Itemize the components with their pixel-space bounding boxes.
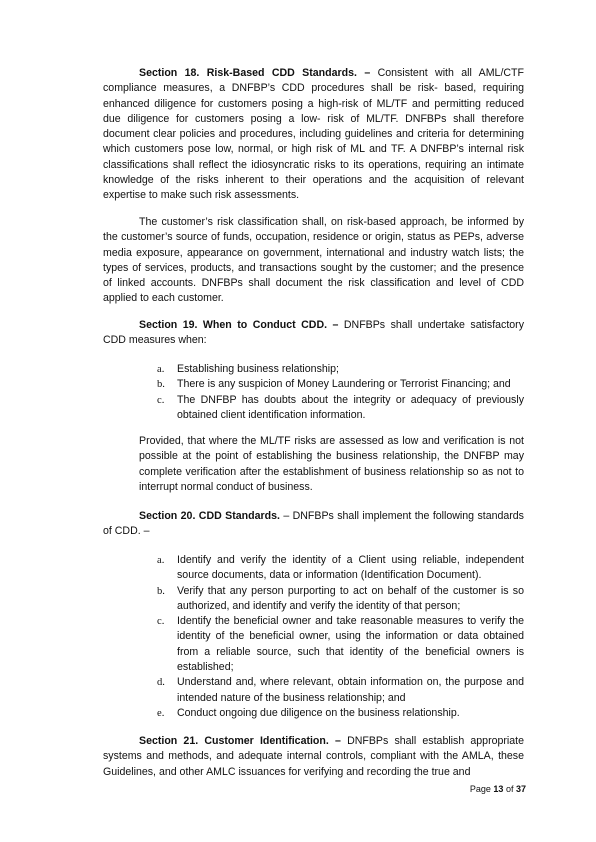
section-18-paragraph — [103, 66, 524, 204]
page-number-footer — [470, 783, 526, 795]
section-19-heading: Section 19. When to Conduct CDD. – — [139, 319, 339, 331]
page-number: 13 — [493, 784, 504, 794]
section-21-paragraph — [103, 734, 524, 780]
section-19-body: DNFBPs shall undertake satisfactory CDD measures when: — [103, 319, 524, 347]
list-item: a. Identify and verify the identity of a Client using reliable, independent source documents, data or information (Identification Document). — [157, 554, 524, 582]
section-20-list — [157, 553, 524, 721]
section-21-body: DNFBPs shall establish appropriate systems and methods, and adequate internal controls, compliant with the AMLA, these Guidelines, and other AMLC issuances for verifying and recording the true and — [103, 735, 524, 778]
section-20-paragraph — [103, 509, 524, 540]
section-19-paragraph — [103, 318, 524, 349]
list-item: b. Verify that any person purporting to act on behalf of the customer is so authorized, and identify and verify the identity of that person; — [157, 584, 524, 612]
page-label: Page — [469, 784, 491, 794]
list-item: d. Understand and, where relevant, obtain information on, the purpose and intended nature of the business relationship; and — [157, 676, 524, 704]
list-item: e. Conduct ongoing due diligence on the business relationship. — [157, 706, 460, 719]
section-20-heading: Section 20. CDD Standards. — [139, 510, 280, 522]
section-19-proviso: Provided, that where the ML/TF risks are assessed as low and verification is not possible at the point of establishing the business relationship, the DNFBP may complete verification after the establishment of business relationship so as not to interrupt normal conduct of business. — [139, 435, 524, 493]
list-item: b. There is any suspicion of Money Laundering or Terrorist Financing; and — [157, 378, 511, 391]
section-18-paragraph-2: The customer’s risk classification shall, on risk-based approach, be informed by the customer’s source of funds, occupation, residence or origin, status as PEPs, adverse media exposure, appearance on government, international and industry watch lists; the types of services, products, and transactions sought by the customer; and the presence of linked accounts. DNFBPs shall document the risk classification and level of CDD applied to each customer. — [103, 216, 524, 305]
page-total: 37 — [515, 784, 526, 794]
section-21-heading: Section 21. Customer Identification. – — [139, 735, 341, 747]
section-19-list — [157, 362, 524, 423]
section-18-body: Consistent with all AML/CTF compliance measures, a DNFBP’s CDD procedures shall be risk- based, requiring enhanced diligence for customers posing a high-risk of ML/TF and permitting reduced due diligence for customers posing a low- risk of ML/TF. DNFBPs shall therefore document clear policies and procedures, including guidelines and criteria for determining which customers pose low, normal, or high risk of ML and TF. A DNFBP’s internal risk classifications shall reflect the idiosyncratic risks to its operations, requiring an intimate knowledge of the risks inherent to their operations and the acquisition of relevant expertise to make such risk assessments. — [103, 67, 524, 202]
list-item: a. Establishing business relationship; — [157, 363, 339, 375]
section-18-heading: Section 18. Risk-Based CDD Standards. – — [139, 67, 371, 79]
of-label: of — [505, 784, 514, 794]
list-item: c. The DNFBP has doubts about the integrity or adequacy of previously obtained client identification information. — [157, 393, 524, 421]
section-20-body: – DNFBPs shall implement the following standards of CDD. – — [103, 510, 524, 538]
list-item: c. Identify the beneficial owner and take reasonable measures to verify the identity of the beneficial owner, using the information or data obtained from a reliable source, such that identity of the beneficial owners is established; — [157, 615, 524, 674]
